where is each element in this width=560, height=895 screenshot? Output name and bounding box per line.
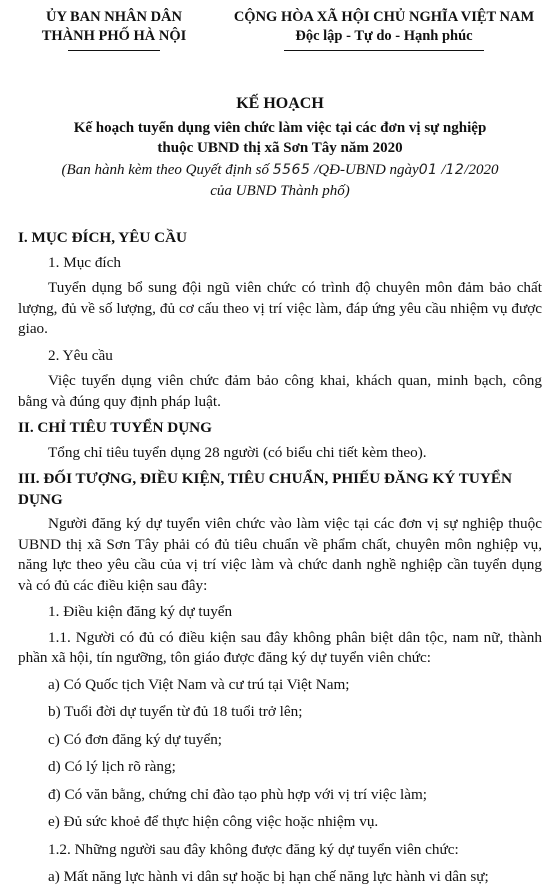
national-header [215,8,553,51]
section-2-heading: II. CHỈ TIÊU TUYỂN DỤNG [18,419,212,436]
list-item: e) Đủ sức khoẻ để thực hiện công việc hoặc nhiệm vụ. [48,813,379,830]
section-1-1-heading: 1. Mục đích [48,253,121,271]
issuance-prefix: (Ban hành kèm theo Quyết định số [61,162,273,178]
section-2-text: Tổng chỉ tiêu tuyển dụng 28 người (có biểu chi tiết kèm theo). [48,443,427,461]
section-3-intro: Người đăng ký dự tuyển viên chức vào làm việc tại các đơn vị sự nghiệp thuộc UBND thị xã Sơn Tây phải có đủ tiêu chuẩn về phẩm chất, chuyên môn nghiệp vụ, năng lực theo yêu cầu của vị trí việc làm và chức danh nghề nghiệp cần tuyển dụng và có đủ các điều kiện sau đây: [18,515,542,594]
decision-number: 5565 [272,162,311,178]
issuance-note [20,160,540,202]
nation-motto: Độc lập - Tự do - Hạnh phúc [295,28,473,44]
agency-line-1: ỦY BAN NHÂN DÂN [45,9,182,25]
section-3-1-heading: 1. Điều kiện đăng ký dự tuyển [48,603,233,620]
issuance-line-2: của UBND Thành phố) [210,183,350,199]
section-1-heading: I. MỤC ĐÍCH, YÊU CẦU [18,229,188,246]
document-subtitle [30,118,530,158]
section-3-1-2-text: 1.2. Những người sau đây không được đăng ký dự tuyển viên chức: [48,840,459,858]
list-item: b) Tuổi đời dự tuyển từ đủ 18 tuổi trở lên; [48,703,303,720]
issuance-mid: /QĐ-UBND ngày [310,162,419,178]
subtitle-line-2: thuộc UBND thị xã Sơn Tây năm 2020 [157,140,403,156]
list-item: d) Có lý lịch rõ ràng; [48,758,176,775]
list-item: a) Có Quốc tịch Việt Nam và cư trú tại Việt Nam; [48,675,350,693]
list-item: a) Mất năng lực hành vi dân sự hoặc bị hạn chế năng lực hành vi dân sự; [48,868,489,885]
nation-name: CỘNG HÒA XÃ HỘI CHỦ NGHĨA VIỆT NAM [233,9,535,25]
list-item: c) Có đơn đăng ký dự tuyển; [48,730,223,748]
section-1-1-text: Tuyển dụng bổ sung đội ngũ viên chức có trình độ chuyên môn đảm bảo chất lượng, đủ về số lượng, đủ cơ cấu theo vị trí việc làm, đáp ứng yêu cầu nhiệm vụ được giao. [18,279,542,337]
decision-month: 12 [445,162,465,178]
motto-underline [284,50,484,51]
section-3-heading: III. ĐỐI TƯỢNG, ĐIỀU KIỆN, TIÊU CHUẨN, PHIẾU ĐĂNG KÝ TUYỂN DỤNG [18,470,512,508]
section-1-2-text: Việc tuyển dụng viên chức đảm bảo công khai, khách quan, minh bạch, công bằng và đúng quy định pháp luật. [18,372,542,410]
section-1-2-heading: 2. Yêu cầu [48,346,113,364]
document-body [18,228,542,895]
agency-line-2: THÀNH PHỐ HÀ NỘI [41,28,187,44]
issuing-agency-header [14,8,214,51]
list-item: đ) Có văn bằng, chứng chỉ đào tạo phù hợp với vị trí việc làm; [48,785,428,803]
decision-day: 01 [418,162,438,178]
issuance-year: /2020 [464,162,499,178]
issuance-line-1 [20,160,540,181]
document-title: KẾ HOẠCH [236,95,324,112]
issuance-sep: / [437,162,446,178]
exclusions-list [18,867,542,888]
subtitle-line-1: Kế hoạch tuyển dụng viên chức làm việc tại các đơn vị sự nghiệp [73,120,487,136]
conditions-list [18,675,542,833]
agency-underline [68,50,160,51]
section-3-1-1-text: 1.1. Người có đủ có điều kiện sau đây không phân biệt dân tộc, nam nữ, thành phần xã hội, tín ngưỡng, tôn giáo được đăng ký dự tuyển viên chức: [18,628,542,666]
